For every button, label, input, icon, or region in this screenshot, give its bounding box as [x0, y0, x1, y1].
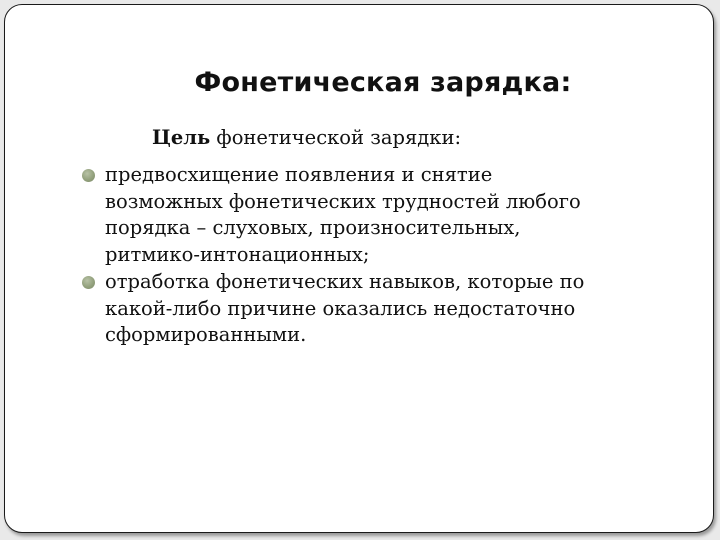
- slide: [4, 4, 714, 533]
- bullet-dot-icon: [82, 276, 95, 289]
- bullet-item: [81, 162, 681, 268]
- bullet-line: порядка – слуховых, произносительных,: [105, 216, 521, 239]
- bullet-item: [81, 269, 681, 349]
- slide-title: Фонетическая зарядка:: [194, 67, 572, 98]
- bullet-line: ритмико-интонационных;: [105, 242, 370, 266]
- slide-subtitle: [152, 126, 461, 149]
- bullet-line: сформированными.: [105, 323, 307, 346]
- subtitle-rest: фонетической зарядки:: [210, 126, 462, 149]
- bullet-line: какой-либо причине оказались недостаточно: [105, 296, 576, 320]
- bullet-list: [81, 162, 681, 349]
- bullet-line: возможных фонетических трудностей любого: [105, 189, 581, 213]
- bullet-dot-icon: [82, 169, 95, 182]
- subtitle-bold-word: Цель: [152, 126, 211, 149]
- bullet-line: отработка фонетических навыков, которые по: [105, 270, 585, 293]
- bullet-line: предвосхищение появления и снятие: [105, 163, 493, 186]
